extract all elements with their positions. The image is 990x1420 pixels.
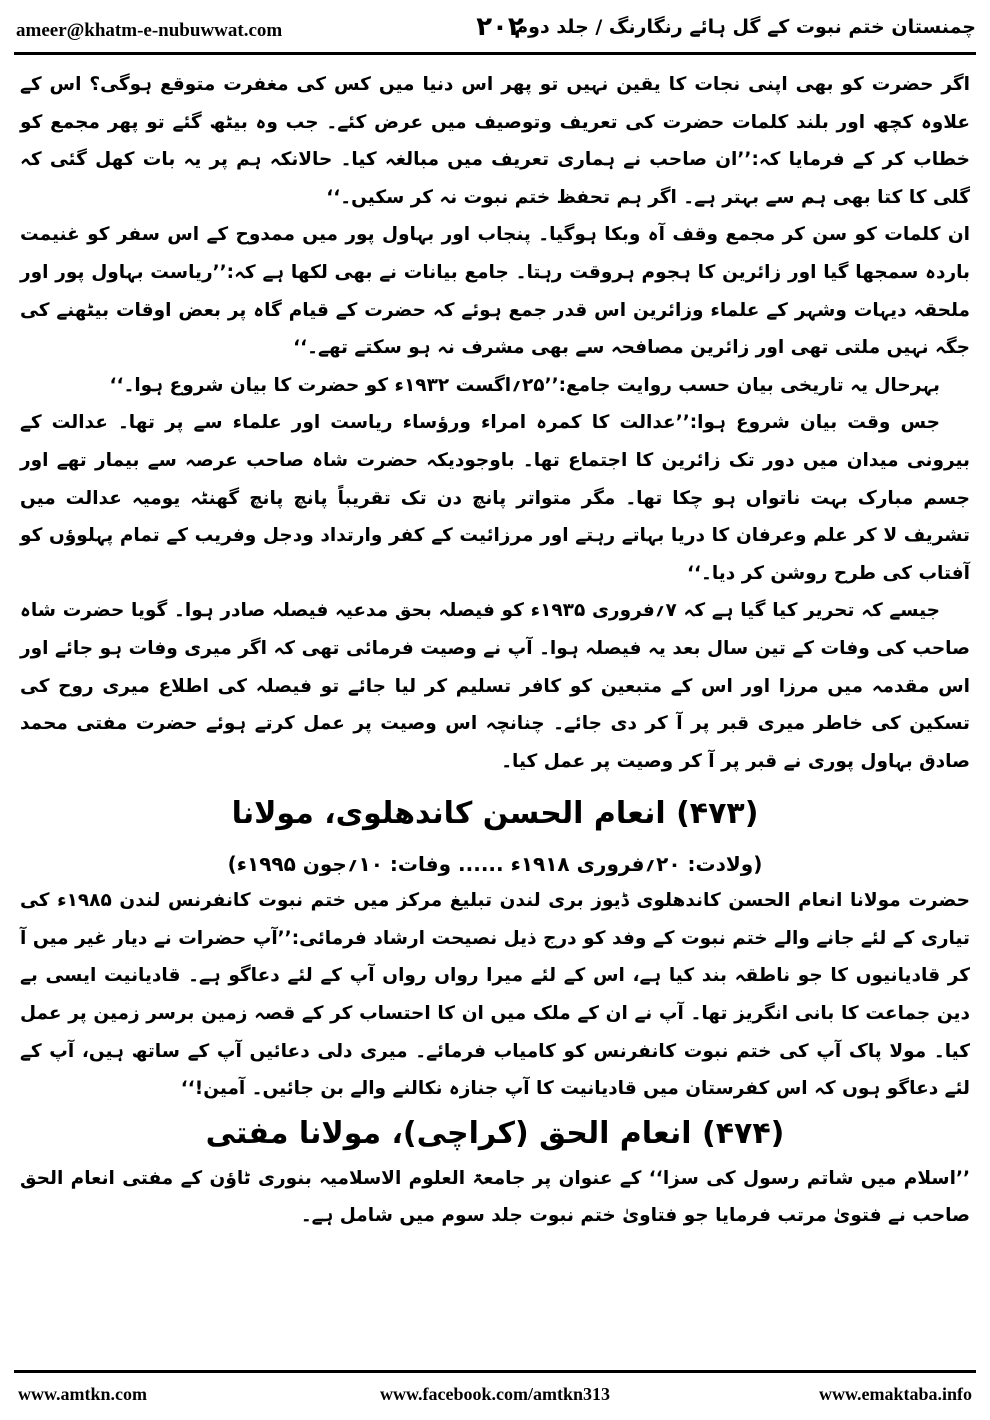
page-header (10, 8, 980, 48)
section-heading-473: (۴۷۳) انعام الحسن کاندھلوی، مولانا (231, 796, 759, 832)
section-heading-474: (۴۷۴) انعام الحق (کراچی)، مولانا مفتی (205, 1115, 785, 1151)
footer-link-amtkn[interactable]: www.amtkn.com (18, 1384, 147, 1404)
footer-link-emaktaba[interactable]: www.emaktaba.info (818, 1384, 972, 1404)
header-email[interactable]: ameer@khatm-e-nubuwwat.com (16, 20, 283, 41)
paragraph-2: ان کلمات کو سن کر مجمع وقف آہ وبکا ہوگیا۔ پنجاب اور بہاول پور میں ممدوح کے اس سفر کو غنیمت باردہ سمجھا گیا اور زائرین کا ہجوم ہروقت رہتا۔ جامع بیانات نے بھی لکھا ہے کہ:’’ریاست بہاول پور اور ملحقہ دیہات وشہر کے علماء وزائرین اس قدر جمع ہوئے کہ حضرت کے قیام گاہ پر بعض اوقات بیٹھنے کی جگہ نہیں ملتی تھی اور زائرین مصافحہ سے بھی مشرف نہ ہو سکتے تھے۔‘‘ (20, 224, 970, 359)
section-473-text: حضرت مولانا انعام الحسن کاندھلوی ڈیوز بری لندن تبلیغ مرکز میں ختم نبوت کانفرنس لندن ۱۹۸۵ء کی تیاری کے لئے جانے والے ختم نبوت کے وفد کو درج ذیل نصیحت ارشاد فرمائی:’’آپ حضرات نے دیار غیر میں آ کر قادیانیوں کا جو ناطقہ بند کیا ہے، اس کے لئے میرا رواں رواں آپ کے لئے دعاگو ہے۔ قادیانیت ایسی بے دین جماعت کا بانی انگریز تھا۔ آپ نے ان کے ملک میں ان کا احتساب کر کے قصہ زمین برسر زمین پر عمل کیا۔ مولا پاک آپ کی ختم نبوت کانفرنس کو کامیاب فرمائے۔ میری دلی دعائیں آپ کے ساتھ ہیں، آپ کے لئے دعاگو ہوں کہ اس کفرستان میں قادیانیت کا آپ جنازہ نکالنے والے بن جائیں۔ آمین!‘‘ (20, 890, 971, 1100)
paragraph-5: جیسے کہ تحریر کیا گیا ہے کہ ۷؍فروری ۱۹۳۵ء کو فیصلہ بحق مدعیہ فیصلہ صادر ہوا۔ گویا حضرت شاہ صاحب کی وفات کے تین سال بعد یہ فیصلہ ہوا۔ آپ نے وصیت فرمائی تھی کہ اگر میری وفات ہو جائے اور اس مقدمہ میں مرزا اور اس کے متبعین کو کافر تسلیم کر لیا جائے تو فیصلہ کی اطلاع میری روح کی تسکین کی خاطر میری قبر پر آ کر دی جائے۔ چنانچہ اس وصیت پر عمل کرتے ہوئے حضرت مفتی محمد صادق بہاول پوری نے قبر پر آ کر وصیت پر عمل کیا۔ (20, 600, 970, 772)
section-474-text: ’’اسلام میں شاتم رسول کی سزا‘‘ کے عنوان پر جامعۃ العلوم الاسلامیہ بنوری ٹاؤن کے مفتی انعام الحق صاحب نے فتویٰ مرتب فرمایا جو فتاویٰ ختم نبوت جلد سوم میں شامل ہے۔ (20, 1167, 970, 1227)
book-title: چمنستان ختم نبوت کے گل ہائے رنگارنگ / جلد دوم (514, 16, 976, 38)
footer-link-facebook[interactable]: www.facebook.com/amtkn313 (380, 1384, 610, 1404)
page-body (20, 66, 970, 1362)
header-divider (14, 52, 976, 55)
paragraph-4: جس وقت بیان شروع ہوا:’’عدالت کا کمرہ امراء ورؤساء ریاست اور علماء سے پر تھا۔ عدالت کے بیرونی میدان میں دور تک زائرین کا اجتماع تھا۔ باوجودیکہ حضرت شاہ صاحب عرصہ سے بیمار تھے اور جسم مبارک بہت ناتواں ہو چکا تھا۔ مگر متواتر پانچ دن تک تقریباً پانچ پانچ گھنٹہ یومیہ عدالت میں تشریف لا کر علم وعرفان کا دریا بہاتے رہتے اور مرزائیت کے کفر وارتداد ودجل وفریب کے تمام پہلوؤں کو آفتاب کی طرح روشن کر دیا۔‘‘ (20, 412, 970, 584)
paragraph-1: اگر حضرت کو بھی اپنی نجات کا یقین نہیں تو پھر اس دنیا میں کس کی مغفرت متوقع ہوگی؟ اس کے علاوہ کچھ اور بلند کلمات حضرت کی تعریف وتوصیف میں عرض کئے۔ جب وہ بیٹھ گئے تو پھر مجمع کو خطاب کر کے فرمایا کہ:’’ان صاحب نے ہماری تعریف میں مبالغہ کیا۔ حالانکہ ہم پر یہ بات کھل گئی کہ گلی کا کتا بھی ہم سے بہتر ہے۔ اگر ہم تحفظ ختم نبوت نہ کر سکیں۔‘‘ (20, 74, 970, 208)
page-footer (14, 1384, 976, 1408)
page-number: ۲۰۲ (476, 12, 524, 42)
paragraph-3: بہرحال یہ تاریخی بیان حسب روایت جامع:’’۲۵؍اگست ۱۹۳۲ء کو حضرت کا بیان شروع ہوا۔‘‘ (109, 374, 940, 396)
footer-divider (14, 1370, 976, 1373)
birth-death-dates: (ولادت: ۲۰؍فروری ۱۹۱۸ء ...... وفات: ۱۰؍جون ۱۹۹۵ء) (227, 852, 763, 877)
